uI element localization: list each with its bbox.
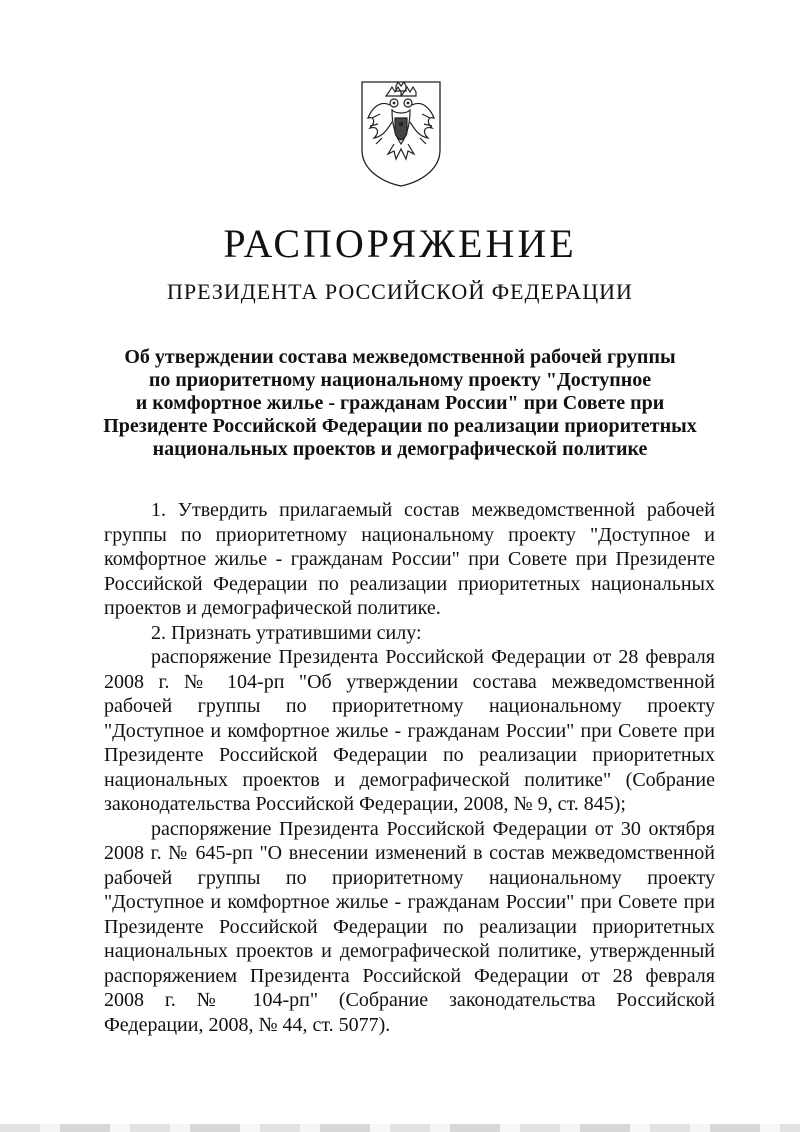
body-line: распоряжение Президента Российской Федерации от 30 октября [151,817,715,840]
body-line: "Доступное и комфортное жилье - гражданам России" при Совете при [104,891,715,913]
heading-line: по приоритетному национальному проекту "Доступное [148,369,652,391]
body-line: проектов и демографической политике. [104,597,441,619]
body-line: распоряжение Президента Российской Федерации от 28 февраля [151,646,715,668]
body-line: Российской Федерации по реализации приоритетных национальных [104,572,715,595]
body-line: национальных проектов и демографической политике" (Собрание [104,768,715,791]
heading-line: Президенте Российской Федерации по реализации приоритетных [103,415,697,437]
body-line: рабочей группы по приоритетному национальному проекту [104,866,715,889]
document-title: РАСПОРЯЖЕНИЕ [223,221,577,266]
scan-border-artifact [0,1124,800,1132]
body-line: 2. Признать утратившими силу: [151,621,422,644]
body-line: рабочей группы по приоритетному национальному проекту [104,695,715,717]
body-line: "Доступное и комфортное жилье - гражданам России" при Совете при [104,719,715,742]
body-line: Президенте Российской Федерации по реализации приоритетных [104,744,715,766]
paragraph-repeal-2 [104,817,715,1038]
heading-line: национальных проектов и демографической политике [152,438,648,460]
heading-line: и комфортное жилье - гражданам России" при Совете при [135,392,665,414]
document-heading [100,346,700,461]
body-line: 2008 г. № 104-рп "Об утверждении состава межведомственной [104,670,715,693]
document-body [104,498,715,1037]
paragraph-item-2 [104,621,715,646]
body-line: распоряжением Президента Российской Федерации от 28 февраля [104,964,715,987]
paragraph-item-1 [104,498,715,621]
body-line: законодательства Российской Федерации, 2008, № 9, ст. 845); [104,793,626,815]
document-subtitle: ПРЕЗИДЕНТА РОССИЙСКОЙ ФЕДЕРАЦИИ [167,279,633,304]
body-line: 2008 г. № 645-рп "О внесении изменений в состав межведомственной [104,842,715,864]
body-line: 1. Утвердить прилагаемый состав межведомственной рабочей [151,499,715,521]
paragraph-repeal-1 [104,645,715,817]
body-line: национальных проектов и демографической политике, утвержденный [104,940,715,962]
body-line: комфортное жилье - гражданам России" при Совете при Президенте [104,548,715,570]
body-line: Федерации, 2008, № 44, ст. 5077). [104,1013,391,1036]
heading-line: Об утверждении состава межведомственной рабочей группы [124,346,676,368]
coat-of-arms-emblem [356,78,446,188]
body-line: группы по приоритетному национальному проекту "Доступное и [104,523,715,546]
body-line: Президенте Российской Федерации по реализации приоритетных [104,915,715,938]
body-line: 2008 г. № 104-рп" (Собрание законодательства Российской [104,989,715,1011]
